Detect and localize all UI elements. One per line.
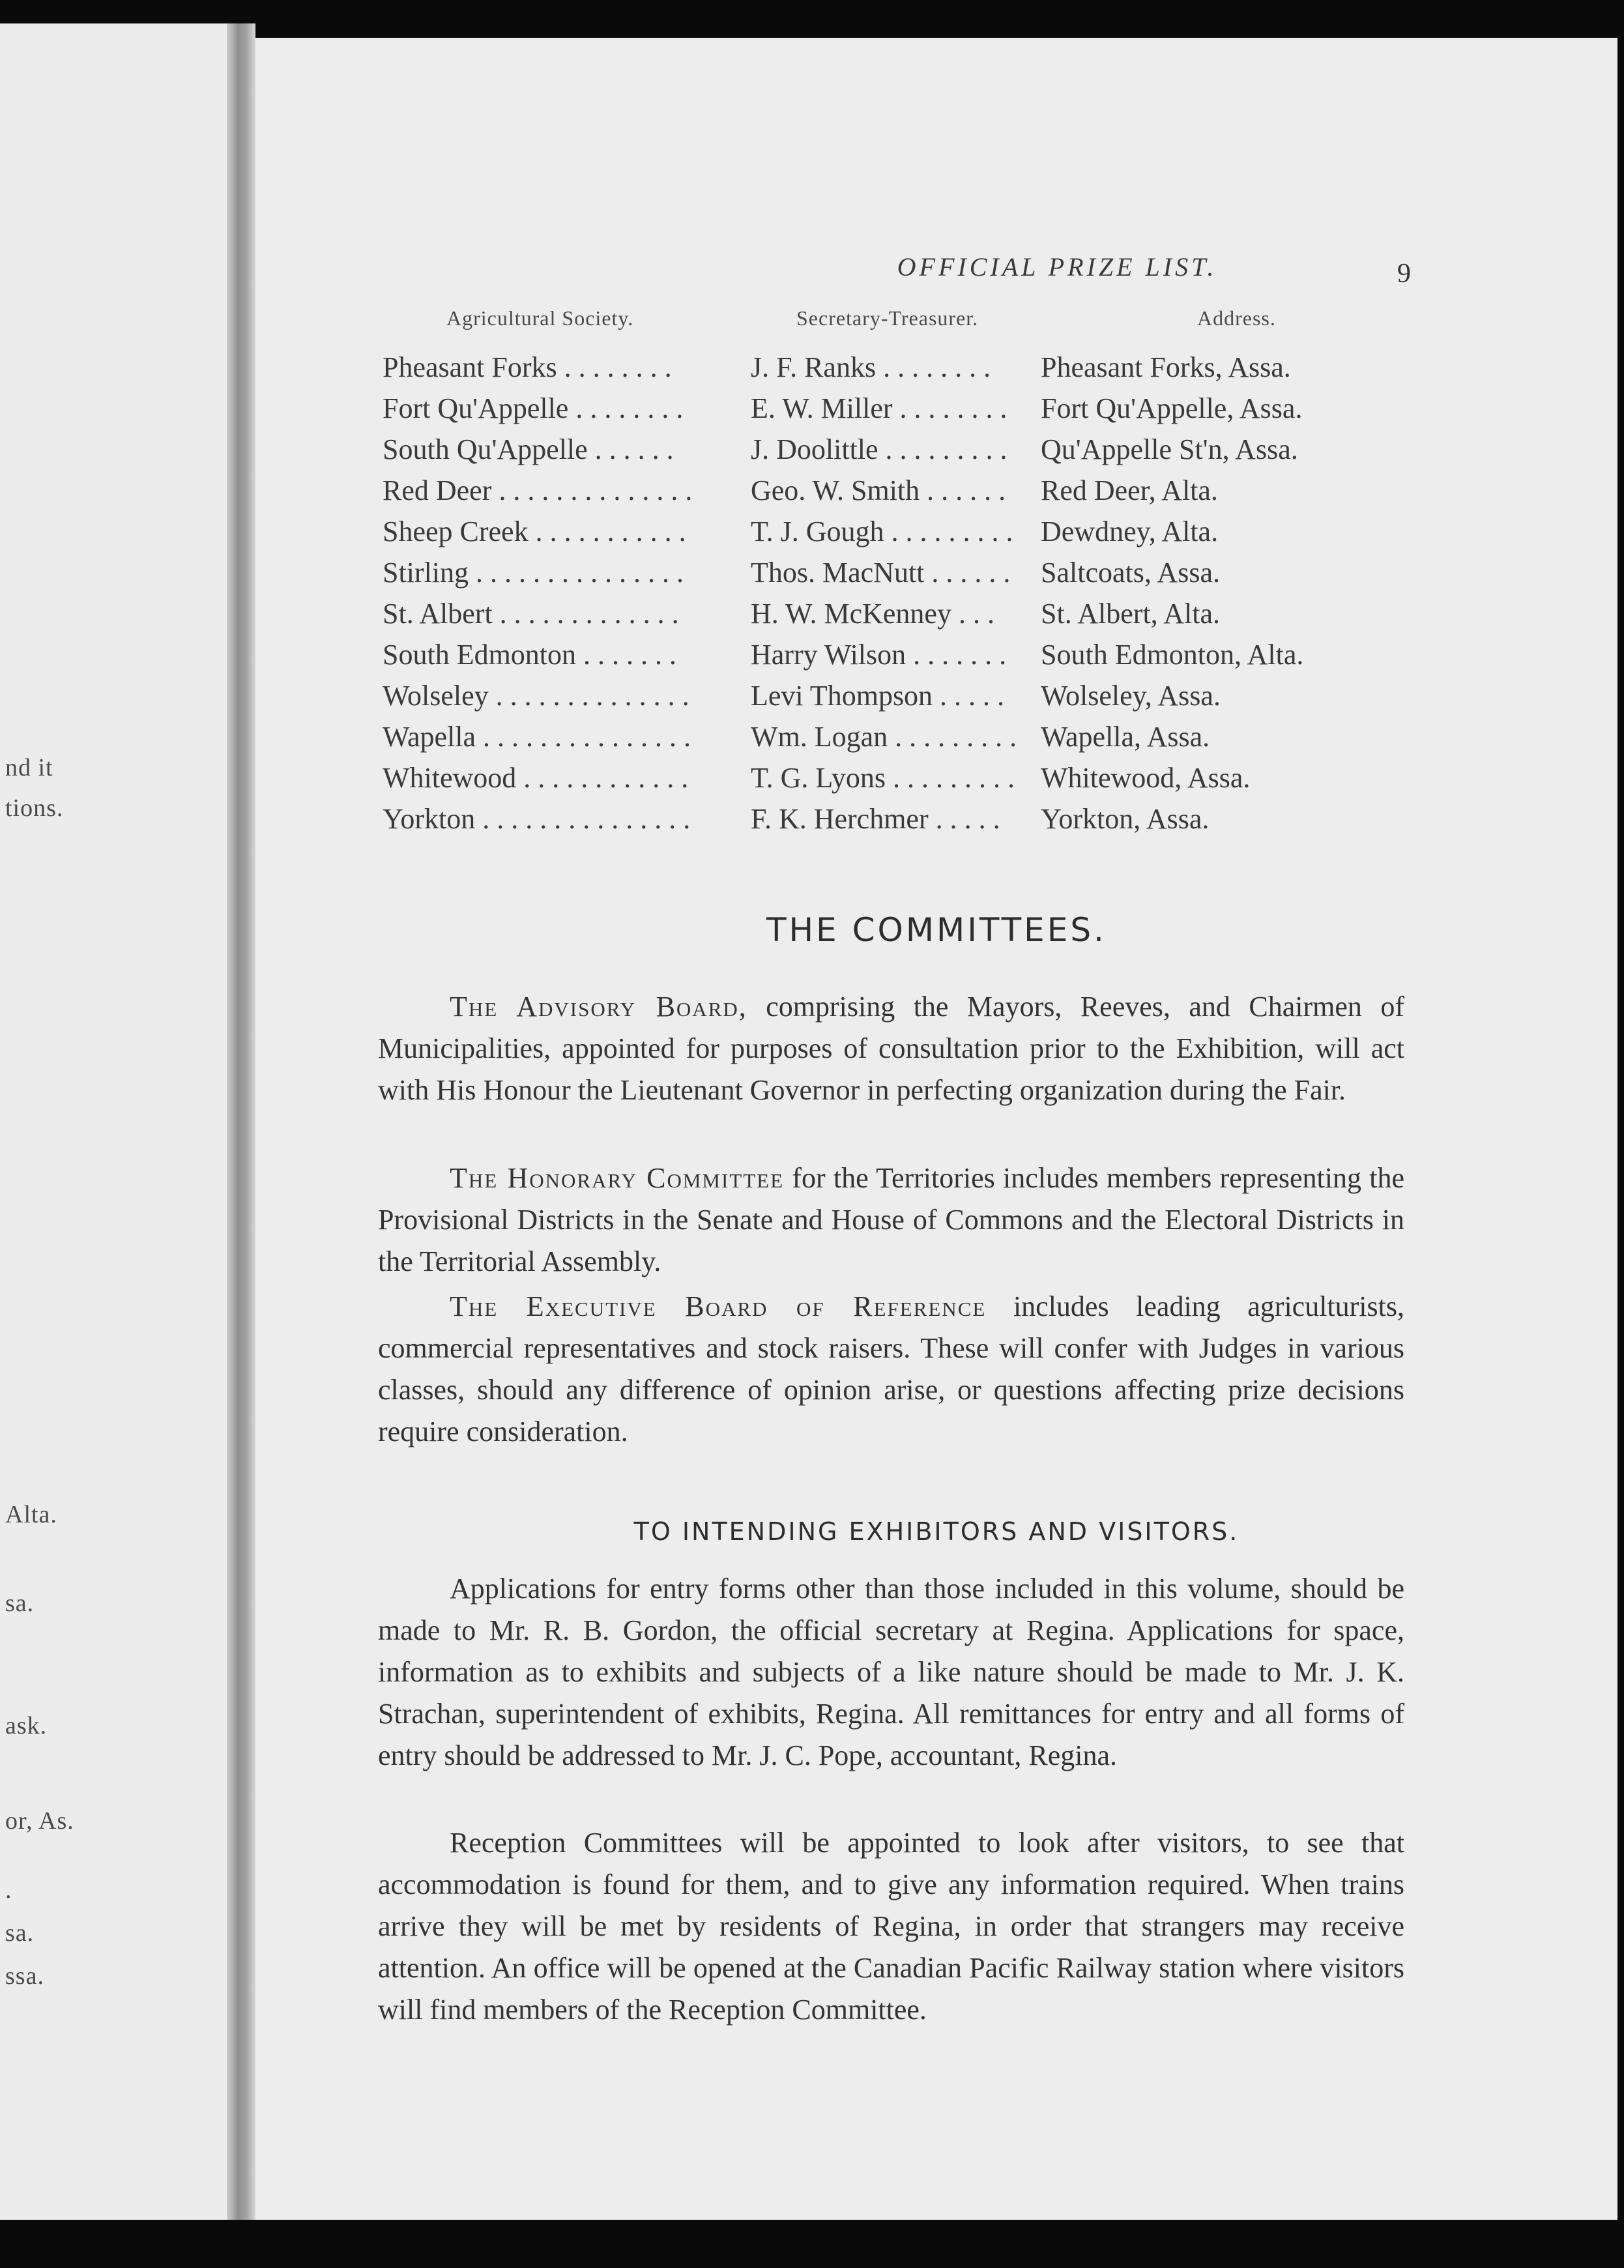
left-fragment-text: ask. xyxy=(5,1712,48,1739)
society-name: Sheep Creek . . . . . . . . . . . xyxy=(383,516,686,547)
table-row xyxy=(383,433,1425,472)
society-address: St. Albert, Alta. xyxy=(1041,598,1220,630)
executive-board-lead: The Executive Board of Reference xyxy=(450,1290,987,1322)
table-row xyxy=(383,351,1425,390)
secretary-name: T. G. Lyons . . . . . . . . . xyxy=(751,762,1015,794)
honorary-committee-paragraph xyxy=(378,1157,1404,1283)
left-fragment-text: nd it xyxy=(5,754,53,781)
advisory-board-text: comprising the Mayors, Reeves, and Chairmen of Municipalities, appointed for purposes of consultation prior to the Exhibition, will act with His Honour the Lieutenant Governor in perfecting organization during the Fair. xyxy=(378,991,1404,1106)
society-address: Wolseley, Assa. xyxy=(1041,680,1221,712)
society-address: Yorkton, Assa. xyxy=(1041,803,1210,835)
society-address: South Edmonton, Alta. xyxy=(1041,639,1304,671)
secretary-name: E. W. Miller . . . . . . . . xyxy=(751,392,1008,424)
reception-text: Reception Committees will be appointed to look after visitors, to see that accommodation is found for them, and to give any information required. When trains arrive they will be met by residents of Regina, in order that strangers may receive attention. An office will be opened at the Canadian Pacific Railway station where visitors will find members of the Reception Committee. xyxy=(378,1827,1404,2026)
left-fragment-text: or, As. xyxy=(5,1807,74,1835)
society-name: Wolseley . . . . . . . . . . . . . . xyxy=(383,680,689,712)
society-name: Whitewood . . . . . . . . . . . . xyxy=(383,762,689,794)
advisory-board-paragraph xyxy=(378,986,1404,1111)
secretary-name: T. J. Gough . . . . . . . . . xyxy=(751,516,1013,547)
honorary-committee-text: for the Territories includes members representing the Provisional Districts in the Senate and House of Commons and the Electoral Districts in the Territorial Assembly. xyxy=(378,1162,1404,1277)
column-header-secretary: Secretary-Treasurer. xyxy=(796,306,979,330)
society-address: Wapella, Assa. xyxy=(1041,721,1210,753)
left-fragment-text: . xyxy=(5,1876,12,1904)
advisory-board-lead: The Advisory Board, xyxy=(450,991,747,1023)
running-head: OFFICIAL PRIZE LIST. xyxy=(897,252,1217,282)
secretary-name: J. Doolittle . . . . . . . . . xyxy=(751,433,1008,465)
table-row xyxy=(383,392,1425,431)
left-fragment-text: sa. xyxy=(5,1590,35,1617)
secretary-name: Thos. MacNutt . . . . . . xyxy=(751,557,1011,589)
society-address: Qu'Appelle St'n, Assa. xyxy=(1041,433,1298,465)
left-page-fragment xyxy=(0,23,227,2220)
table-row xyxy=(383,556,1425,595)
table-row xyxy=(383,802,1425,841)
honorary-committee-lead: The Honorary Committee xyxy=(450,1162,785,1194)
applications-paragraph xyxy=(378,1568,1404,1777)
table-row xyxy=(383,597,1425,636)
main-page xyxy=(255,38,1617,2220)
column-header-society: Agricultural Society. xyxy=(446,306,634,330)
society-address: Pheasant Forks, Assa. xyxy=(1041,351,1291,383)
table-row xyxy=(383,474,1425,513)
executive-board-paragraph xyxy=(378,1286,1404,1453)
secretary-name: Wm. Logan . . . . . . . . . xyxy=(751,721,1017,753)
society-name: Yorkton . . . . . . . . . . . . . . . xyxy=(383,803,691,835)
exhibitors-heading: TO INTENDING EXHIBITORS AND VISITORS. xyxy=(633,1517,1240,1546)
table-row xyxy=(383,638,1425,677)
society-address: Fort Qu'Appelle, Assa. xyxy=(1041,392,1303,424)
left-fragment-text: Alta. xyxy=(5,1501,57,1528)
society-address: Red Deer, Alta. xyxy=(1041,474,1218,506)
society-name: Fort Qu'Appelle . . . . . . . . xyxy=(383,392,684,424)
society-name: South Edmonton . . . . . . . xyxy=(383,639,677,671)
society-address: Dewdney, Alta. xyxy=(1041,516,1219,547)
column-header-address: Address. xyxy=(1197,306,1276,330)
left-fragment-text: sa. xyxy=(5,1919,35,1947)
applications-text: Applications for entry forms other than those included in this volume, should be made to Mr. R. B. Gordon, the official secretary at Regina. Applications for space, information as to exhibits and subjects of a like nature should be made to Mr. J. K. Strachan, superintendent of exhibits, Regina. All remittances for entry and all forms of entry should be addressed to Mr. J. C. Pope, accountant, Regina. xyxy=(378,1573,1404,1771)
book-binding xyxy=(227,23,255,2220)
table-row xyxy=(383,679,1425,718)
table-row xyxy=(383,515,1425,554)
society-name: South Qu'Appelle . . . . . . xyxy=(383,433,674,465)
committees-heading: THE COMMITTEES. xyxy=(766,911,1107,949)
secretary-name: F. K. Herchmer . . . . . xyxy=(751,803,1000,835)
table-row xyxy=(383,761,1425,800)
secretary-name: Geo. W. Smith . . . . . . xyxy=(751,474,1006,506)
society-name: St. Albert . . . . . . . . . . . . . xyxy=(383,598,679,630)
society-name: Stirling . . . . . . . . . . . . . . . xyxy=(383,557,684,589)
secretary-name: Levi Thompson . . . . . xyxy=(751,680,1005,712)
society-name: Red Deer . . . . . . . . . . . . . . xyxy=(383,474,693,506)
table-row xyxy=(383,720,1425,759)
society-address: Whitewood, Assa. xyxy=(1041,762,1251,794)
society-name: Pheasant Forks . . . . . . . . xyxy=(383,351,672,383)
page-number: 9 xyxy=(1397,259,1411,289)
secretary-name: J. F. Ranks . . . . . . . . xyxy=(751,351,991,383)
secretary-name: H. W. McKenney . . . xyxy=(751,598,994,630)
executive-board-text: includes leading agriculturists, commercial representatives and stock raisers. These will confer with Judges in various classes, should any difference of opinion arise, or questions affecting prize decisions require consideration. xyxy=(378,1290,1405,1447)
secretary-name: Harry Wilson . . . . . . . xyxy=(751,639,1007,671)
society-name: Wapella . . . . . . . . . . . . . . . xyxy=(383,721,691,753)
reception-paragraph xyxy=(378,1822,1404,2031)
left-fragment-text: ssa. xyxy=(5,1962,44,1990)
left-fragment-text: tions. xyxy=(5,794,64,822)
society-address: Saltcoats, Assa. xyxy=(1041,557,1220,589)
